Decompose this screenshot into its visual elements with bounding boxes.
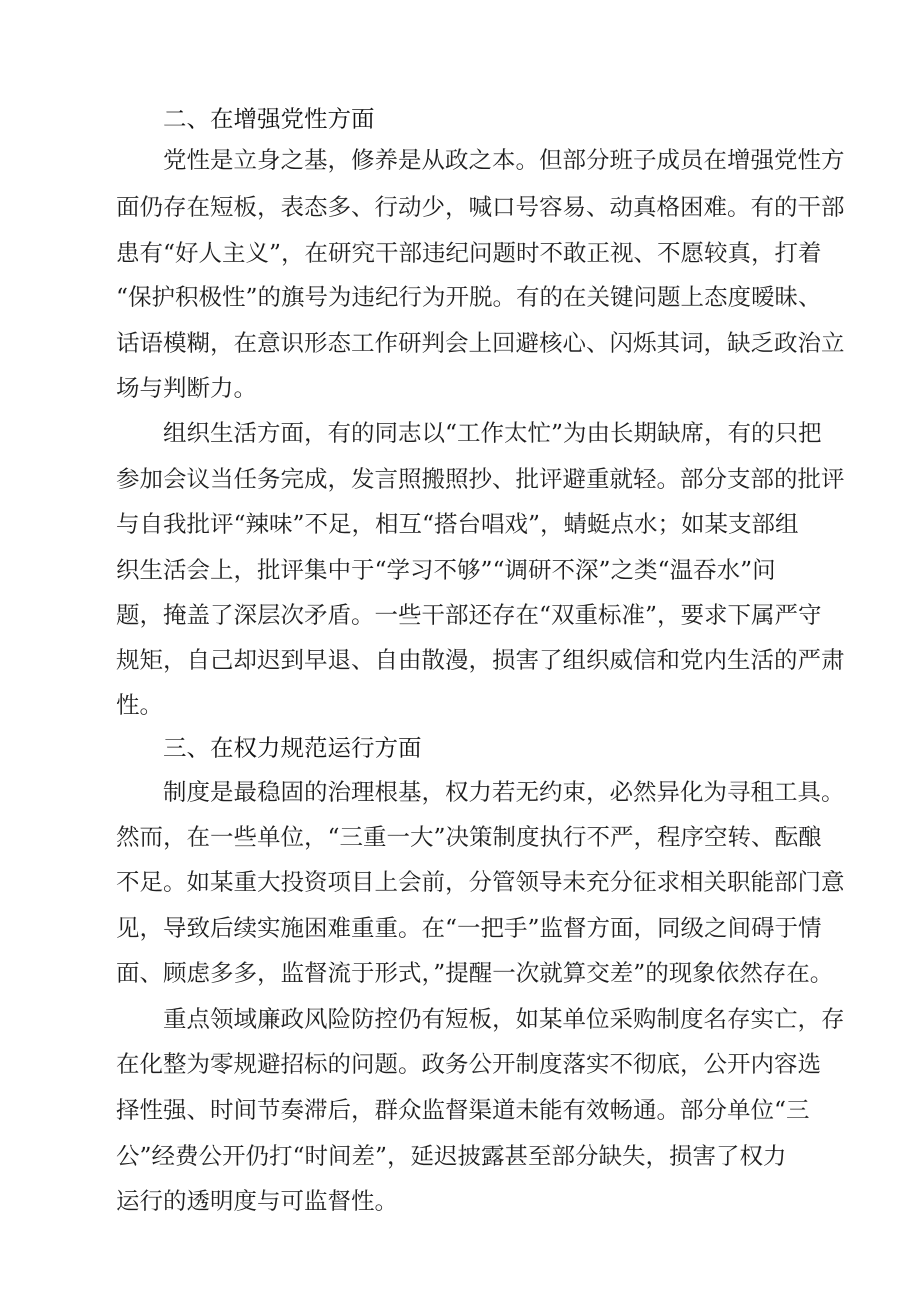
paragraph-line: 党性是立身之基，修养是从政之本。但部分班子成员在增强党性方 bbox=[163, 146, 845, 174]
paragraph-line: 运行的透明度与可监督性。 bbox=[116, 1187, 398, 1215]
section-heading: 三、在权力规范运行方面 bbox=[163, 734, 422, 762]
paragraph-line: 患有“好人主义”，在研究干部违纪问题时不敢正视、不愿较真，打着 bbox=[116, 239, 822, 267]
paragraph-line: 公”经费公开仍打“时间差”，延迟披露甚至部分缺失，损害了权力 bbox=[116, 1142, 787, 1170]
paragraph-line: 话语模糊，在意识形态工作研判会上回避核心、闪烁其词，缺乏政治立 bbox=[116, 329, 845, 357]
paragraph-line: 面、顾虑多多，监督流于形式，”提醒一次就算交差”的现象依然存在。 bbox=[116, 959, 834, 987]
paragraph-line: 织生活会上，批评集中于“学习不够”“调研不深”之类“温吞水”问 bbox=[116, 556, 776, 584]
paragraph-line: 重点领域廉政风险防控仍有短板，如某单位采购制度名存实亡，存 bbox=[163, 1005, 845, 1033]
paragraph-line: 择性强、时间节奏滞后，群众监督渠道未能有效畅通。部分单位“三 bbox=[116, 1096, 810, 1124]
section-heading: 二、在增强党性方面 bbox=[163, 105, 375, 133]
paragraph-line: 性。 bbox=[116, 691, 163, 719]
paragraph-line: 场与判断力。 bbox=[116, 374, 257, 402]
paragraph-line: 然而，在一些单位，“三重一大”决策制度执行不严，程序空转、酝酿 bbox=[116, 823, 822, 851]
paragraph-line: 题，掩盖了深层次矛盾。一些干部还存在“双重标准”，要求下属严守 bbox=[116, 601, 822, 629]
paragraph-line: 在化整为零规避招标的问题。政务公开制度落实不彻底，公开内容选 bbox=[116, 1050, 821, 1078]
paragraph-line: 见，导致后续实施困难重重。在“一把手”监督方面，同级之间碍于情 bbox=[116, 914, 822, 942]
paragraph-line: 面仍存在短板，表态多、行动少，喊口号容易、动真格困难。有的干部 bbox=[116, 193, 845, 221]
paragraph-line: 不足。如某重大投资项目上会前，分管领导未充分征求相关职能部门意 bbox=[116, 868, 845, 896]
paragraph-line: 与自我批评“辣味”不足，相互“搭台唱戏”，蜻蜓点水；如某支部组 bbox=[116, 510, 799, 538]
paragraph-line: 组织生活方面，有的同志以“工作太忙”为由长期缺席，有的只把 bbox=[163, 419, 822, 447]
paragraph-line: 参加会议当任务完成，发言照搬照抄、批评避重就轻。部分支部的批评 bbox=[116, 465, 845, 493]
paragraph-line: 规矩，自己却迟到早退、自由散漫，损害了组织威信和党内生活的严肃 bbox=[116, 646, 845, 674]
paragraph-line: 制度是最稳固的治理根基，权力若无约束，必然异化为寻租工具。 bbox=[163, 778, 845, 806]
paragraph-line: “保护积极性”的旗号为违纪行为开脱。有的在关键问题上态度暧昧、 bbox=[116, 283, 822, 311]
